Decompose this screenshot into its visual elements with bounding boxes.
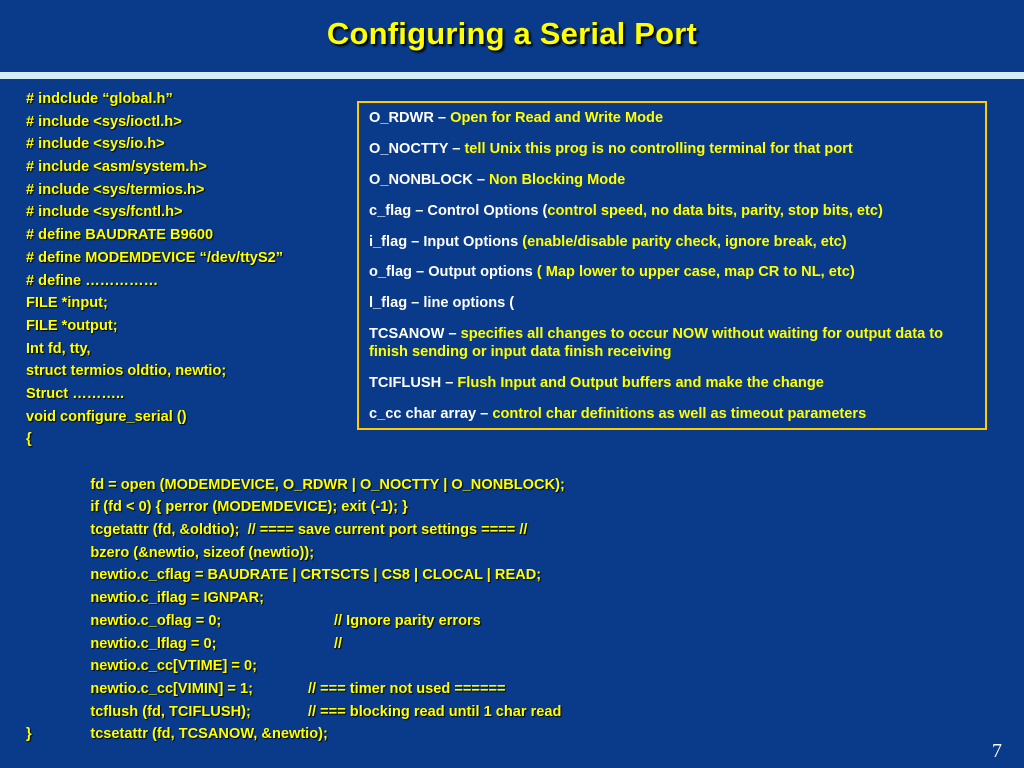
definition-row — [369, 263, 975, 281]
code-line: Int fd, tty, — [26, 340, 91, 357]
code-line-indented — [26, 451, 565, 493]
definition-term: O_RDWR – — [369, 110, 451, 126]
code-line: # include <sys/termios.h> — [26, 181, 205, 198]
definition-row — [369, 405, 975, 423]
flag-definitions-box — [357, 101, 987, 430]
definition-description: tell Unix this prog is no controlling terminal for that port — [464, 140, 853, 157]
slide-title: Configuring a Serial Port — [326, 16, 698, 51]
definition-row — [369, 325, 975, 361]
code-line: # define …………… — [26, 272, 159, 289]
definition-row — [369, 374, 975, 392]
definition-description: specifies all changes to occur NOW without waiting for output data to finish sending or input data finish receiving — [369, 326, 944, 361]
code-line: void configure_serial () — [26, 408, 187, 425]
definition-row — [369, 294, 975, 312]
definition-term: TCIFLUSH – — [369, 375, 458, 392]
definition-term: l_flag – line options ( — [369, 295, 515, 312]
definition-term: TCSANOW – — [369, 326, 461, 343]
code-statement: tcflush (fd, TCIFLUSH); — [90, 703, 251, 720]
code-statement: newtio.c_cc[VTIME] = 0; — [90, 658, 257, 675]
definition-row — [369, 140, 975, 158]
code-line: FILE *output; — [26, 317, 118, 334]
code-line: { — [26, 431, 32, 448]
code-line: # include <sys/io.h> — [26, 136, 165, 153]
definition-description: Non Blocking Mode — [489, 171, 626, 188]
code-comment: // — [334, 635, 343, 652]
code-comment: // === blocking read until 1 char read — [308, 703, 562, 720]
page-number: 7 — [992, 740, 1002, 762]
definition-term: o_flag – Output options — [369, 264, 537, 281]
definition-description: Open for Read and Write Mode — [450, 110, 664, 126]
code-comment: // Ignore parity errors — [334, 612, 481, 629]
code-statement: newtio.c_cflag = BAUDRATE | CRTSCTS | CS8 | CLOCAL | READ; — [90, 567, 542, 584]
definition-row — [369, 109, 975, 127]
code-line: struct termios oldtio, newtio; — [26, 363, 227, 380]
definition-row — [369, 171, 975, 189]
code-statement: newtio.c_iflag = IGNPAR; — [90, 590, 264, 607]
definition-description: control char definitions as well as timeout parameters — [492, 406, 867, 423]
definition-term: c_cc char array – — [369, 406, 493, 423]
definition-term: O_NONBLOCK – — [369, 171, 490, 188]
code-line: # indclude “global.h” — [26, 91, 173, 107]
definition-term: i_flag – Input Options — [369, 233, 523, 250]
code-statement: newtio.c_lflag = 0; — [90, 635, 217, 652]
title-divider — [0, 72, 1024, 79]
code-statement: newtio.c_oflag = 0; — [90, 612, 222, 629]
definition-term: c_flag – Control Options ( — [369, 202, 548, 219]
definition-row — [369, 233, 975, 251]
code-line: } — [26, 726, 32, 743]
code-line: FILE *input; — [26, 295, 108, 312]
code-line: # define MODEMDEVICE “/dev/ttyS2” — [26, 249, 284, 266]
definition-description: (enable/disable parity check, ignore break, etc) — [522, 233, 847, 250]
code-statement: if (fd < 0) { perror (MODEMDEVICE); exit (-1); } — [90, 499, 408, 516]
code-statement: tcgetattr (fd, &oldtio); // ==== save current port settings ==== // — [90, 522, 528, 539]
code-line: # include <sys/fcntl.h> — [26, 204, 183, 221]
code-statement: fd = open (MODEMDEVICE, O_RDWR | O_NOCTTY | O_NONBLOCK); — [90, 476, 565, 493]
definition-description: Flush Input and Output buffers and make the change — [457, 375, 824, 392]
code-statement: tcsetattr (fd, TCSANOW, &newtio); — [90, 726, 328, 743]
code-line: Struct ……….. — [26, 385, 125, 402]
definition-description: ( Map lower to upper case, map CR to NL, etc) — [536, 264, 855, 281]
code-line: # include <sys/ioctl.h> — [26, 113, 182, 130]
definition-row — [369, 202, 975, 220]
code-comment: // === timer not used ====== — [308, 680, 506, 697]
code-statement: newtio.c_cc[VIMIN] = 1; — [90, 680, 253, 697]
definition-description: control speed, no data bits, parity, stop bits, etc) — [547, 202, 883, 219]
code-line: # define BAUDRATE B9600 — [26, 227, 214, 244]
code-statement: bzero (&newtio, sizeof (newtio)); — [90, 544, 315, 561]
definition-term: O_NOCTTY – — [369, 140, 465, 157]
code-line: # include <asm/system.h> — [26, 159, 207, 176]
